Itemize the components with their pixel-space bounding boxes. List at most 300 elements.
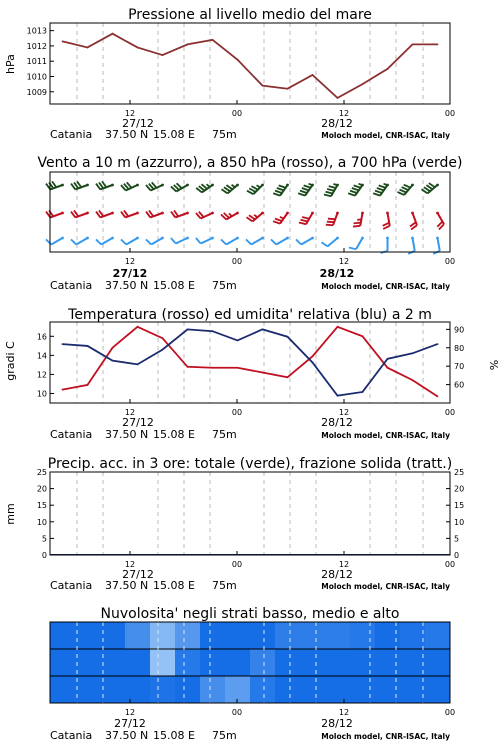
pressure-line-point (337, 97, 339, 99)
x-tick-label: 00 (444, 560, 456, 569)
location-name: Catania (50, 279, 93, 292)
barb-staff (356, 238, 363, 249)
cloud-cell-alto (350, 622, 376, 649)
pressure-line-point (87, 47, 89, 49)
x-tick-label: 00 (231, 109, 243, 118)
barb-feather (271, 239, 276, 244)
cloud-cell-alto (425, 622, 451, 649)
cloud-cell-basso (50, 676, 76, 703)
location-lon: 15.08 E (153, 428, 195, 441)
barb-feather (298, 193, 305, 195)
wind-barb-700-hPa (373, 184, 389, 196)
wind-barb-700-hPa (247, 184, 264, 195)
cloud-cell-basso (300, 676, 326, 703)
barb-staff (51, 238, 62, 245)
cloud-cell-medio (100, 649, 126, 676)
wind-barb-850-hPa (410, 212, 417, 230)
y-tick-label: 25 (36, 468, 47, 477)
barb-staff (126, 238, 137, 245)
humidity-ylabel: % (487, 359, 500, 371)
barb-base (436, 237, 439, 240)
barb-feather (121, 239, 126, 244)
pressure-line-point (137, 47, 139, 49)
temperature-line-point (362, 335, 364, 337)
location-elevation: 75m (212, 128, 237, 141)
humidity-line-point (437, 343, 439, 345)
temperature-line-point (387, 367, 389, 369)
barb-base (86, 237, 89, 240)
temp-date-label-28-12: 28/12 (321, 416, 353, 429)
barb-feather (196, 238, 201, 243)
temperature-line-point (112, 347, 114, 349)
cloud-cover-panel (50, 606, 455, 742)
y-tick-label-right: 80 (454, 343, 465, 353)
barb-feather (296, 239, 301, 244)
barb-base (136, 184, 139, 187)
barb-feather (379, 185, 386, 187)
location-elevation: 75m (212, 279, 237, 292)
wind-barb-850-hPa (326, 212, 339, 226)
barb-feather (71, 239, 76, 244)
barb-half-feather (280, 217, 284, 218)
pressure-line-point (62, 40, 64, 42)
wind-barb-10-m (433, 237, 440, 254)
temperature-line-point (187, 366, 189, 368)
temperature-line-point (287, 376, 289, 378)
barb-feather (326, 225, 333, 226)
barb-base (411, 184, 414, 187)
cloud-cell-alto (325, 622, 351, 649)
wind-barb-10-m (71, 237, 89, 245)
barb-base (311, 237, 314, 240)
y-tick-label: 0 (41, 551, 47, 560)
wind-barb-700-hPa (146, 182, 164, 190)
wind-barb-850-hPa (436, 212, 444, 230)
x-tick-label: 00 (444, 408, 456, 417)
wind-barb-10-m (221, 237, 239, 245)
barb-base (136, 212, 139, 215)
y-tick-label-right: 90 (454, 325, 465, 335)
location-lat: 37.50 N (105, 279, 149, 292)
x-tick-label: 00 (444, 109, 456, 118)
x-tick-label: 12 (338, 109, 350, 118)
barb-base (411, 237, 414, 240)
wind-barb-700-hPa (397, 184, 413, 195)
location-elevation: 75m (212, 729, 237, 742)
wind-barb-850-hPa (273, 212, 289, 224)
wind-barb-850-hPa (299, 212, 314, 225)
precipitation-ylabel: mm (4, 503, 17, 525)
barb-staff (438, 238, 440, 251)
barb-base (386, 237, 389, 240)
pressure-line-point (312, 74, 314, 76)
cloud-cell-medio (75, 649, 101, 676)
barb-base (361, 237, 364, 240)
precip-date-label-27-12: 27/12 (122, 568, 154, 581)
cloud-cell-medio (375, 649, 401, 676)
pressure-line (63, 34, 438, 98)
barb-base (86, 184, 89, 187)
model-credit: Moloch model, CNR-ISAC, Italy (321, 131, 450, 140)
wind-barb-700-hPa (222, 184, 239, 194)
location-elevation: 75m (212, 579, 237, 592)
barb-base (211, 212, 214, 215)
barb-base (61, 212, 64, 215)
location-name: Catania (50, 729, 93, 742)
wind-barb-10-m (96, 237, 114, 245)
barb-feather (273, 193, 280, 195)
barb-half-feather (207, 184, 210, 187)
wind-barb-850-hPa (146, 210, 164, 217)
barb-feather (277, 188, 284, 190)
cloud-cell-basso (350, 676, 376, 703)
y-tick-label: 15 (36, 501, 47, 511)
y-tick-label: 1011 (26, 57, 47, 67)
humidity-line-point (162, 349, 164, 351)
pressure-line-point (437, 43, 439, 45)
cloud-cell-alto (225, 622, 251, 649)
barb-base (61, 237, 64, 240)
location-lon: 15.08 E (153, 729, 195, 742)
pressure-line-point (112, 33, 114, 35)
wind-barb-850-hPa (383, 212, 390, 229)
temperature-ylabel: gradi C (4, 341, 17, 381)
wind-barb-10-m (46, 237, 64, 245)
pressure-panel (4, 7, 455, 141)
barb-base (236, 237, 239, 240)
barb-feather (300, 191, 307, 193)
y-tick-label: 20 (36, 484, 47, 494)
humidity-line-point (387, 358, 389, 360)
model-credit: Moloch model, CNR-ISAC, Italy (321, 582, 450, 591)
wind-barb-850-hPa (247, 212, 264, 222)
pressure-line-point (287, 88, 289, 90)
barb-feather (404, 185, 411, 188)
humidity-line-point (112, 360, 114, 362)
wind-barb-850-hPa (46, 210, 64, 217)
model-credit: Moloch model, CNR-ISAC, Italy (321, 732, 450, 741)
wind-panel (37, 155, 462, 292)
y-tick-label: 14 (36, 351, 47, 361)
barb-base (361, 212, 364, 215)
barb-base (436, 184, 439, 187)
barb-feather (171, 238, 176, 243)
temperature-line-point (337, 326, 339, 328)
temperature-line-point (137, 326, 139, 328)
cloud-cell-alto (150, 622, 176, 649)
x-tick-label: 12 (338, 257, 350, 266)
cloud-cell-medio (200, 649, 226, 676)
location-name: Catania (50, 579, 93, 592)
barb-staff (76, 238, 87, 245)
barb-feather (402, 187, 409, 190)
precipitation-title: Precip. acc. in 3 ore: totale (verde), frazione solida (tratt.) (47, 456, 453, 472)
model-credit: Moloch model, CNR-ISAC, Italy (321, 282, 450, 291)
barb-base (211, 184, 214, 187)
cloud-cell-basso (100, 676, 126, 703)
wind-barb-700-hPa (298, 184, 314, 196)
cloud-cell-alto (300, 622, 326, 649)
humidity-line-point (212, 330, 214, 332)
wind-barb-700-hPa (273, 184, 289, 196)
cloud-cell-medio (250, 649, 276, 676)
barb-base (261, 237, 264, 240)
cloud-cell-basso (375, 676, 401, 703)
cloud-cell-medio (225, 649, 251, 676)
y-tick-label-right: 20 (454, 484, 465, 494)
humidity-line-point (237, 340, 239, 342)
temperature-line-point (212, 367, 214, 369)
temperature-humidity-panel (4, 307, 500, 441)
pressure-ylabel: hPa (4, 54, 17, 74)
cloud-cell-medio (125, 649, 151, 676)
wind-barb-10-m (246, 237, 264, 245)
location-name: Catania (50, 128, 93, 141)
date-label-28-12: 28/12 (321, 117, 353, 130)
barb-feather (304, 185, 311, 187)
barb-feather (322, 242, 328, 246)
cloud-cell-medio (150, 649, 176, 676)
y-tick-label: 5 (41, 534, 47, 544)
barb-feather (247, 191, 253, 195)
barb-staff (328, 238, 338, 246)
barb-base (261, 184, 264, 187)
barb-feather (324, 194, 331, 196)
barb-base (261, 212, 264, 215)
y-tick-label-right: 25 (454, 468, 465, 477)
barb-half-feather (254, 215, 257, 217)
wind-barb-700-hPa (46, 181, 64, 189)
cloud-cell-basso (150, 676, 176, 703)
pressure-line-point (237, 59, 239, 61)
barb-base (236, 212, 239, 215)
cloud-cell-basso (225, 676, 251, 703)
humidity-line-point (362, 391, 364, 393)
x-tick-label: 00 (444, 257, 456, 266)
cloud-cell-medio (50, 649, 76, 676)
wind-barb-850-hPa (121, 210, 139, 217)
x-tick-label: 00 (444, 708, 456, 717)
pressure-line-point (412, 43, 414, 45)
cloud-cell-alto (75, 622, 101, 649)
location-lon: 15.08 E (153, 279, 195, 292)
barb-staff (226, 238, 237, 245)
barb-staff (413, 238, 415, 251)
barb-feather (328, 219, 335, 220)
x-tick-label: 12 (124, 109, 136, 118)
barb-base (111, 212, 114, 215)
wind-barb-850-hPa (196, 212, 214, 219)
barb-base (111, 237, 114, 240)
temperature-line-point (262, 372, 264, 374)
x-tick-label: 12 (124, 560, 136, 569)
cloud-cell-medio (275, 649, 301, 676)
barb-feather (397, 192, 404, 195)
location-elevation: 75m (212, 428, 237, 441)
wind-barb-10-m (196, 237, 214, 244)
barb-base (186, 212, 189, 215)
barb-feather (354, 223, 361, 224)
barb-base (161, 237, 164, 240)
barb-feather (373, 193, 380, 195)
temperature-line-point (162, 337, 164, 339)
wind-barb-10-m (381, 237, 389, 253)
cloud-cell-basso (250, 676, 276, 703)
wind-barb-700-hPa (171, 183, 189, 191)
cloud-cell-basso (425, 676, 451, 703)
wind-barb-10-m (296, 237, 314, 245)
barb-base (336, 212, 339, 215)
cloud-cell-alto (50, 622, 76, 649)
barb-base (111, 184, 114, 187)
temperature-line-point (87, 384, 89, 386)
humidity-line-point (187, 328, 189, 330)
temperature-title: Temperatura (rosso) ed umidita' relativa (blu) a 2 m (68, 307, 432, 323)
cloud-cell-alto (100, 622, 126, 649)
humidity-line-point (262, 328, 264, 330)
barb-feather (279, 185, 286, 187)
wind-barb-700-hPa (196, 184, 214, 193)
barb-feather (353, 226, 360, 227)
wind-barb-850-hPa (171, 210, 189, 217)
barb-feather (299, 222, 306, 224)
cloud-cell-basso (75, 676, 101, 703)
cloud-cell-basso (400, 676, 426, 703)
y-tick-label: 16 (36, 332, 47, 342)
precip-date-label-28-12: 28/12 (321, 568, 353, 581)
barb-base (386, 212, 389, 215)
cloud-cell-alto (200, 622, 226, 649)
barb-feather (348, 193, 355, 195)
barb-base (136, 237, 139, 240)
barb-feather (327, 222, 334, 223)
location-lat: 37.50 N (105, 128, 149, 141)
precipitation-plot-frame (50, 472, 450, 555)
barb-half-feather (232, 185, 235, 187)
barb-feather (329, 186, 336, 188)
barb-base (186, 184, 189, 187)
location-lon: 15.08 E (153, 579, 195, 592)
barb-staff (301, 238, 312, 245)
barb-staff (201, 238, 213, 243)
y-tick-label: 1012 (26, 41, 47, 51)
x-tick-label: 12 (124, 708, 136, 717)
wind-barb-10-m (271, 237, 289, 245)
wind-barb-850-hPa (96, 210, 114, 217)
temperature-line-point (412, 379, 414, 381)
cloud-title: Nuvolosita' negli strati basso, medio e alto (100, 606, 400, 622)
x-tick-label: 00 (231, 408, 243, 417)
precipitation-panel (4, 456, 464, 592)
cloud-cell-alto (275, 622, 301, 649)
barb-half-feather (229, 213, 232, 216)
cloud-cell-medio (400, 649, 426, 676)
barb-feather (400, 190, 407, 193)
cloud-cell-medio (175, 649, 201, 676)
barb-feather (96, 239, 101, 244)
cloud-cell-medio (425, 649, 451, 676)
y-tick-label-right: 15 (454, 501, 465, 511)
barb-feather (375, 191, 382, 193)
y-tick-label: 1009 (26, 87, 47, 97)
barb-base (286, 237, 289, 240)
barb-feather (383, 223, 390, 226)
y-tick-label-right: 0 (454, 551, 460, 560)
barb-feather (383, 226, 390, 229)
wind-barb-850-hPa (71, 210, 89, 217)
pressure-line-point (362, 83, 364, 85)
temperature-line-point (312, 355, 314, 357)
location-name: Catania (50, 428, 93, 441)
y-tick-label-right: 5 (454, 534, 460, 544)
wind-barb-10-m (408, 237, 415, 254)
barb-staff (251, 238, 262, 245)
wind-date-label-27-12: 27/12 (112, 267, 148, 280)
wind-barb-700-hPa (324, 184, 339, 197)
barb-base (311, 212, 314, 215)
barb-base (61, 184, 64, 187)
barb-feather (302, 217, 309, 219)
wind-barb-850-hPa (353, 212, 364, 227)
barb-base (161, 184, 164, 187)
y-tick-label-right: 10 (454, 517, 465, 527)
barb-feather (352, 188, 359, 190)
wind-barb-700-hPa (121, 182, 139, 190)
x-tick-label: 00 (231, 560, 243, 569)
barb-feather (302, 188, 309, 190)
barb-base (286, 212, 289, 215)
cloud-cell-medio (300, 649, 326, 676)
barb-base (161, 212, 164, 215)
cloud-cell-medio (325, 649, 351, 676)
cloud-cell-medio (350, 649, 376, 676)
wind-barb-10-m (121, 237, 139, 245)
barb-base (236, 184, 239, 187)
barb-base (86, 212, 89, 215)
x-tick-label: 12 (124, 408, 136, 417)
wind-barb-10-m (349, 237, 364, 250)
location-lon: 15.08 E (153, 128, 195, 141)
pressure-title: Pressione al livello medio del mare (128, 7, 372, 23)
barb-feather (275, 191, 282, 193)
pressure-line-point (162, 54, 164, 56)
x-tick-label: 12 (124, 257, 136, 266)
wind-barb-700-hPa (71, 181, 89, 189)
barb-base (411, 212, 414, 215)
barb-feather (327, 189, 334, 191)
cloud-cell-basso (125, 676, 151, 703)
wind-date-label-28-12: 28/12 (319, 267, 355, 280)
cloud-cell-alto (175, 622, 201, 649)
cloud-cell-alto (375, 622, 401, 649)
cloud-cell-alto (125, 622, 151, 649)
barb-feather (221, 239, 226, 244)
barb-feather (275, 219, 282, 221)
wind-barb-10-m (171, 237, 189, 244)
location-lat: 37.50 N (105, 579, 149, 592)
pressure-line-point (187, 43, 189, 45)
temperature-line-point (237, 367, 239, 369)
barb-feather (354, 185, 361, 187)
barb-half-feather (333, 184, 337, 185)
barb-feather (326, 192, 333, 194)
barb-base (186, 237, 189, 240)
y-tick-label: 1010 (26, 72, 47, 82)
barb-feather (251, 186, 257, 190)
pressure-line-point (212, 39, 214, 41)
barb-half-feather (257, 185, 261, 187)
y-tick-label-right: 70 (454, 362, 465, 372)
